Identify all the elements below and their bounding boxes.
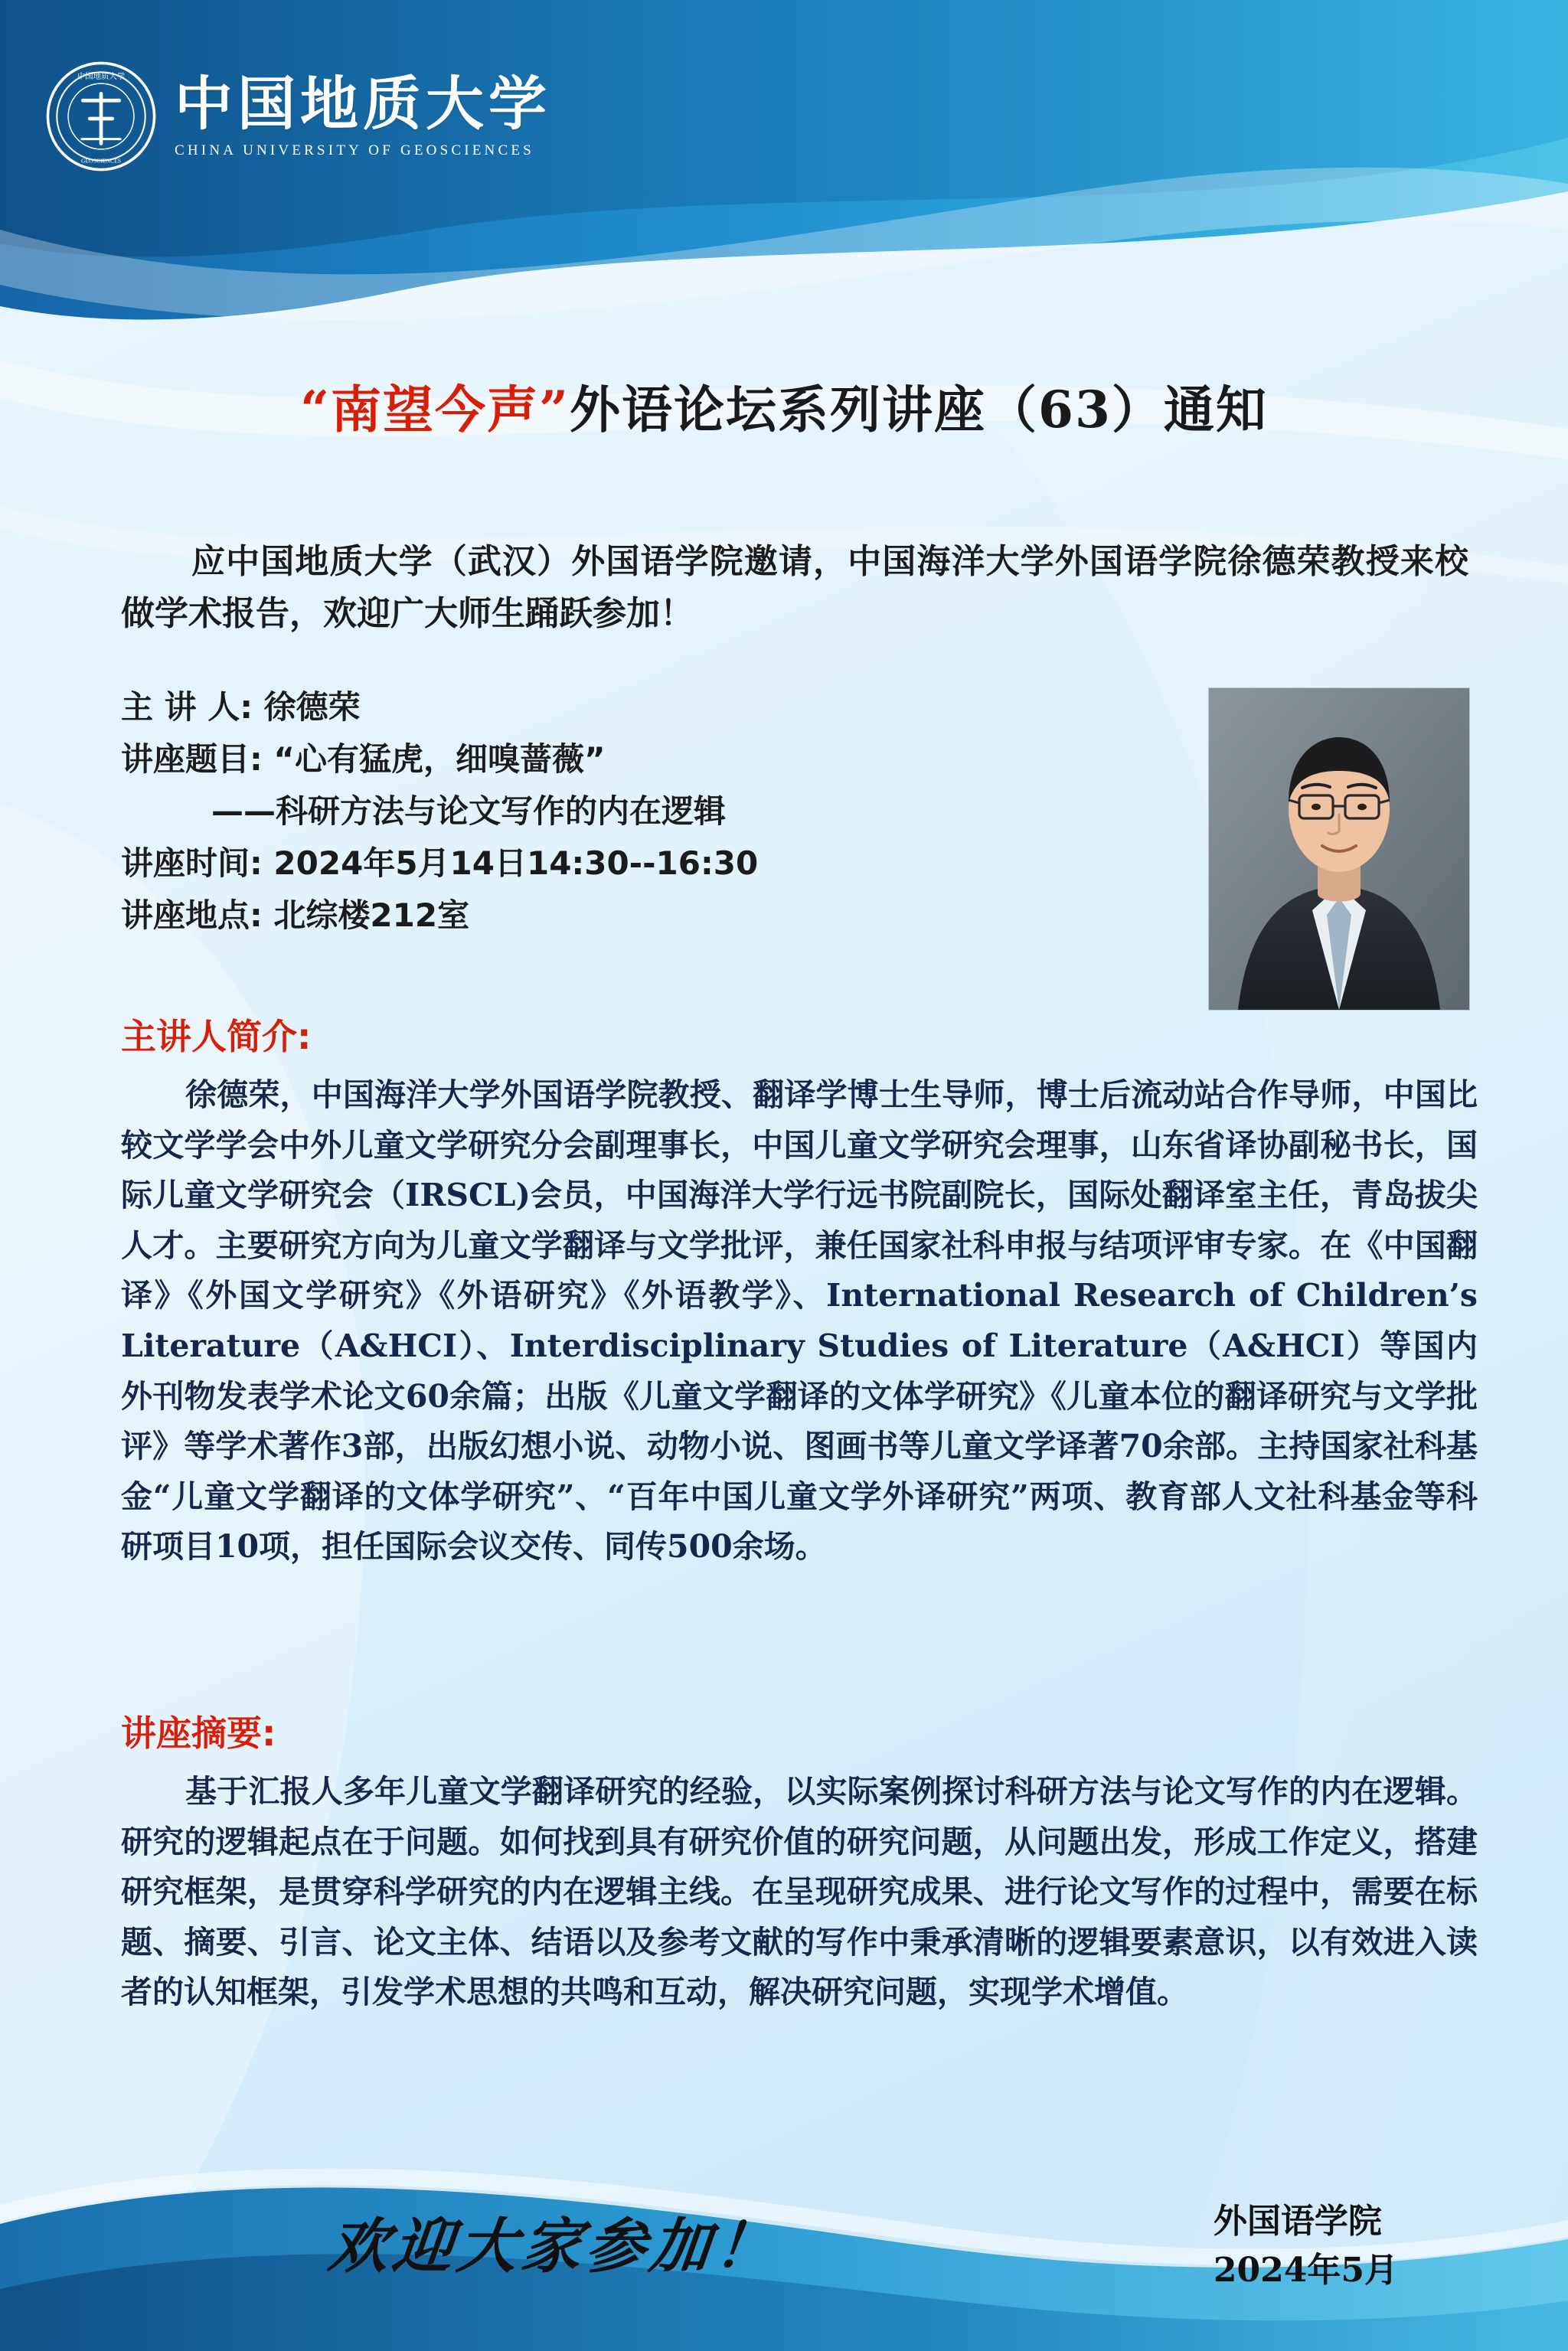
portrait-illustration — [1209, 688, 1469, 1010]
bio-text: 徐德荣，中国海洋大学外国语学院教授、翻译学博士生导师，博士后流动站合作导师，中国比较文学学会中外儿童文学研究分会副理事长，中国儿童文学研究会理事，山东省译协副秘书长，国际儿童文学研究会（IRSCL)会员，中国海洋大学行远书院副院长，国际处翻译室主任，青岛拔尖人才。主要研究方向为儿童文学翻译与文学批评，兼任国家社科申报与结项评审专家。在《中国翻译》《外国文学研究》《外语研究》《外语教学》、International Research of Children’s Literature（A&HCI）、Interdisciplinary Studies of Literature（A&HCI）等国内外刊物发表学术论文60余篇；出版《儿童文学翻译的文体学研究》《儿童本位的翻译研究与文学批评》等学术著作3部，出版幻想小说、动物小说、图画书等儿童文学译著70余部。主持国家社科基金“儿童文学翻译的文体学研究”、“百年中国儿童文学外译研究”两项、教育部人文社科基金等科研项目10项，担任国际会议交传、同传500余场。 — [121, 1076, 1478, 1566]
page-title-rest: 外语论坛系列讲座（63）通知 — [570, 380, 1268, 439]
welcome-slogan: 欢迎大家参加！ — [325, 2212, 783, 2281]
info-topic — [121, 733, 1147, 785]
info-place-label: 讲座地点: — [121, 896, 263, 935]
speaker-portrait-photo — [1208, 687, 1470, 1011]
info-place — [121, 890, 1147, 942]
info-speaker — [121, 681, 1147, 733]
info-time — [121, 838, 1147, 890]
signature-date: 2024年5月 — [1213, 2250, 1398, 2290]
info-topic-label: 讲座题目: — [121, 740, 263, 779]
page-title-highlight: “南望今声” — [300, 380, 570, 439]
info-time-value: 2024年5月14日14:30--16:30 — [273, 844, 759, 883]
info-time-label: 讲座时间: — [121, 844, 263, 883]
svg-text:GEOSCIENCES: GEOSCIENCES — [80, 157, 122, 165]
bio-heading: 主讲人简介: — [121, 1016, 312, 1057]
signature-org: 外国语学院 — [1213, 2202, 1382, 2241]
info-place-value: 北综楼212室 — [273, 896, 470, 935]
intro-paragraph: 应中国地质大学（武汉）外国语学院邀请，中国海洋大学外国语学院徐德荣教授来校做学术报告，欢迎广大师生踊跃参加！ — [121, 542, 1468, 634]
page-title — [0, 369, 1568, 442]
info-speaker-value: 徐德荣 — [263, 688, 361, 726]
university-name-cn: 中国地质大学 — [175, 70, 551, 139]
signature-block — [1214, 2197, 1398, 2295]
info-speaker-label: 主 讲 人: — [121, 688, 253, 726]
abstract-heading: 讲座摘要: — [121, 1713, 276, 1754]
university-name-en: CHINA UNIVERSITY OF GEOSCIENCES — [175, 142, 534, 158]
info-topic-value: “心有猛虎，细嗅蔷薇” — [273, 740, 606, 779]
info-topic-sub: ——科研方法与论文写作的内在逻辑 — [211, 792, 727, 831]
svg-text:中国地质大学: 中国地质大学 — [77, 72, 126, 82]
lecture-info — [121, 681, 1147, 942]
abstract-text: 基于汇报人多年儿童文学翻译研究的经验，以实际案例探讨科研方法与论文写作的内在逻辑。研究的逻辑起点在于问题。如何找到具有研究价值的研究问题，从问题出发，形成工作定义，搭建研究框架，是贯穿科学研究的内在逻辑主线。在呈现研究成果、进行论文写作的过程中，需要在标题、摘要、引言、论文主体、结语以及参考文献的写作中秉承清晰的逻辑要素意识，以有效进入读者的认知框架，引发学术思想的共鸣和互动，解决研究问题，实现学术增值。 — [121, 1773, 1478, 2011]
